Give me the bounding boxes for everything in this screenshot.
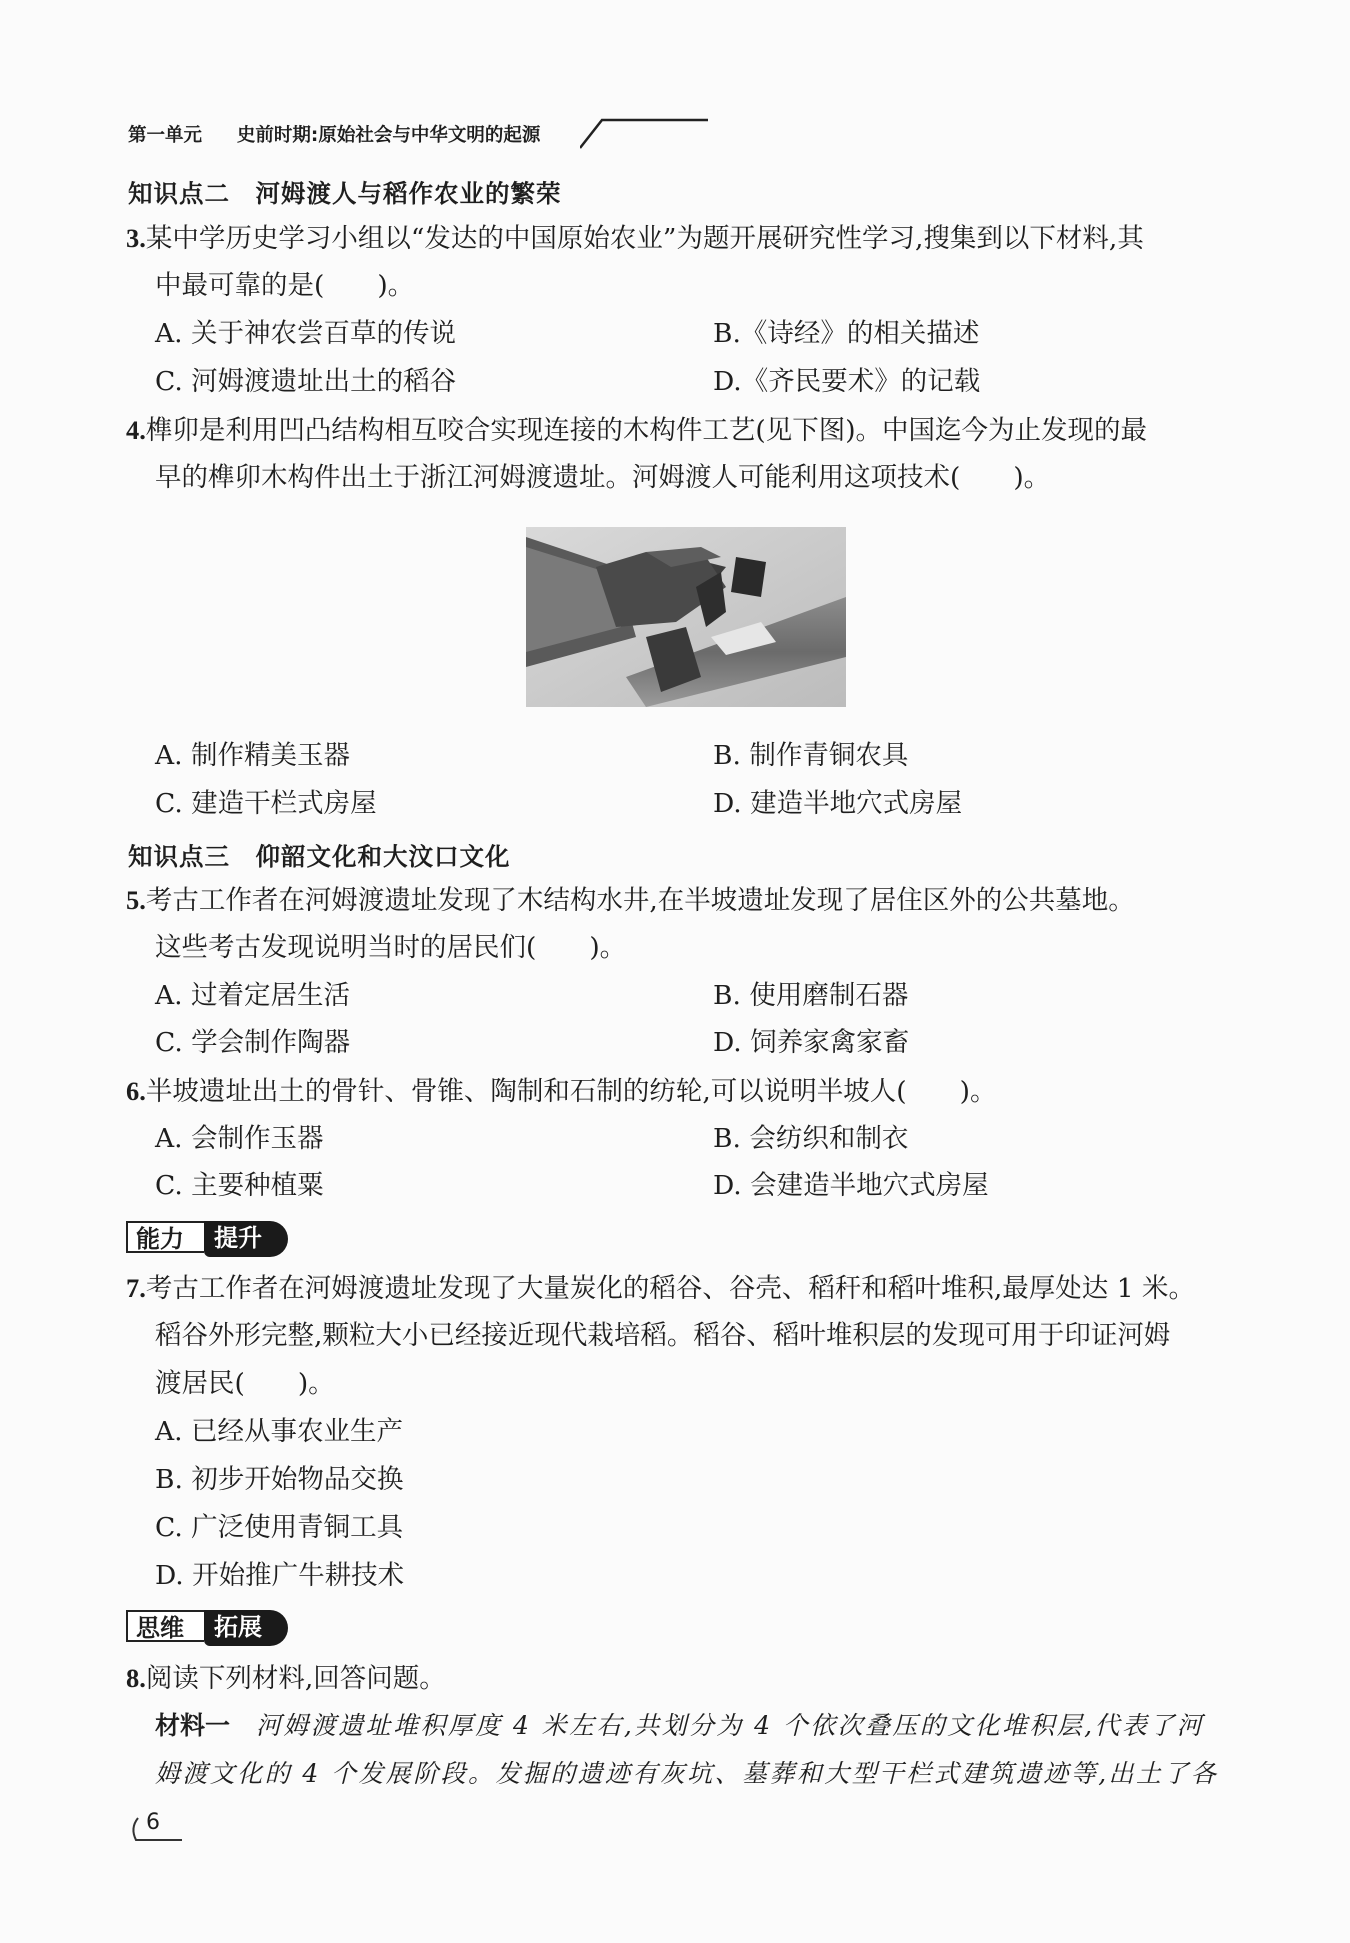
option-b[interactable]: B.《诗经》的相关描述 [713, 318, 980, 349]
badge-right: 提升 [204, 1221, 288, 1257]
material-1-line1 [155, 1710, 1204, 1742]
question-7-line2: 稻谷外形完整,颗粒大小已经接近现代栽培稻。稻谷、稻叶堆积层的发现可用于印证河姆 [155, 1320, 1171, 1351]
option-d[interactable]: D.《齐民要术》的记载 [713, 366, 981, 397]
question-number: 4. [126, 415, 146, 445]
badge-left: 能力 [126, 1221, 204, 1253]
running-header [128, 121, 540, 147]
option-a[interactable]: A. 关于神农尝百草的传说 [155, 318, 456, 349]
question-text: 某中学历史学习小组以“发达的中国原始农业”为题开展研究性学习,搜集到以下材料,其 [145, 223, 1144, 254]
question-6 [126, 1075, 996, 1108]
option-c[interactable]: C. 广泛使用青铜工具 [155, 1512, 404, 1543]
question-text: 考古工作者在河姆渡遗址发现了木结构水井,在半坡遗址发现了居住区外的公共墓地。 [145, 885, 1135, 916]
badge-right: 拓展 [204, 1610, 288, 1646]
badge-left: 思维 [126, 1610, 204, 1642]
option-d[interactable]: D. 开始推广牛耕技术 [155, 1560, 405, 1591]
option-b[interactable]: B. 使用磨制石器 [713, 980, 909, 1011]
option-b[interactable]: B. 会纺织和制衣 [713, 1123, 909, 1154]
question-text: 半坡遗址出土的骨针、骨锥、陶制和石制的纺轮,可以说明半坡人( )。 [145, 1076, 997, 1107]
question-text: 考古工作者在河姆渡遗址发现了大量炭化的稻谷、谷壳、稻秆和稻叶堆积,最厚处达 1 米。 [145, 1273, 1196, 1304]
section-title-3: 知识点三 仰韶文化和大汶口文化 [128, 842, 511, 871]
material-text: 河姆渡遗址堆积厚度 4 米左右,共划分为 4 个依次叠压的文化堆积层,代表了河 [256, 1711, 1205, 1740]
option-c[interactable]: C. 主要种植粟 [155, 1170, 324, 1201]
option-c[interactable]: C. 河姆渡遗址出土的稻谷 [155, 366, 457, 397]
question-3-line2: 中最可靠的是( )。 [155, 270, 415, 301]
option-a[interactable]: A. 已经从事农业生产 [155, 1416, 403, 1447]
question-4 [126, 414, 1147, 447]
question-4-line2: 早的榫卯木构件出土于浙江河姆渡遗址。河姆渡人可能利用这项技术( )。 [155, 462, 1051, 493]
option-b[interactable]: B. 初步开始物品交换 [155, 1464, 404, 1495]
question-7 [126, 1272, 1195, 1305]
page-number: 6 [146, 1810, 160, 1835]
material-label: 材料一 [155, 1711, 231, 1740]
header-title: 史前时期:原始社会与中华文明的起源 [236, 125, 541, 146]
header-unit: 第一单元 [128, 125, 203, 146]
question-5-line2: 这些考古发现说明当时的居民们( )。 [155, 932, 627, 963]
option-a[interactable]: A. 过着定居生活 [155, 980, 350, 1011]
option-d[interactable]: D. 建造半地穴式房屋 [713, 788, 963, 819]
thinking-badge [126, 1610, 296, 1644]
question-7-line3: 渡居民( )。 [155, 1368, 335, 1399]
question-8 [126, 1662, 446, 1695]
option-d[interactable]: D. 会建造半地穴式房屋 [713, 1170, 989, 1201]
option-a[interactable]: A. 制作精美玉器 [155, 740, 350, 771]
question-text: 阅读下列材料,回答问题。 [145, 1663, 446, 1694]
mortise-tenon-photo [526, 527, 846, 707]
question-5 [126, 884, 1135, 917]
question-text: 榫卯是利用凹凸结构相互咬合实现连接的木构件工艺(见下图)。中国迄今为止发现的最 [145, 415, 1148, 446]
question-number: 8. [126, 1663, 146, 1693]
question-number: 3. [126, 223, 146, 253]
option-c[interactable]: C. 建造干栏式房屋 [155, 788, 377, 819]
header-rule [580, 118, 710, 150]
option-a[interactable]: A. 会制作玉器 [155, 1123, 324, 1154]
ability-badge [126, 1221, 296, 1255]
question-number: 5. [126, 885, 146, 915]
question-number: 7. [126, 1273, 146, 1303]
section-title-2: 知识点二 河姆渡人与稻作农业的繁荣 [128, 179, 562, 208]
material-1-line2: 姆渡文化的 4 个发展阶段。发掘的遗迹有灰坑、墓葬和大型干栏式建筑遗迹等,出土了各 [155, 1759, 1219, 1788]
question-number: 6. [126, 1076, 146, 1106]
option-c[interactable]: C. 学会制作陶器 [155, 1027, 351, 1058]
option-b[interactable]: B. 制作青铜农具 [713, 740, 909, 771]
question-3 [126, 222, 1144, 255]
option-d[interactable]: D. 饲养家禽家畜 [713, 1027, 910, 1058]
